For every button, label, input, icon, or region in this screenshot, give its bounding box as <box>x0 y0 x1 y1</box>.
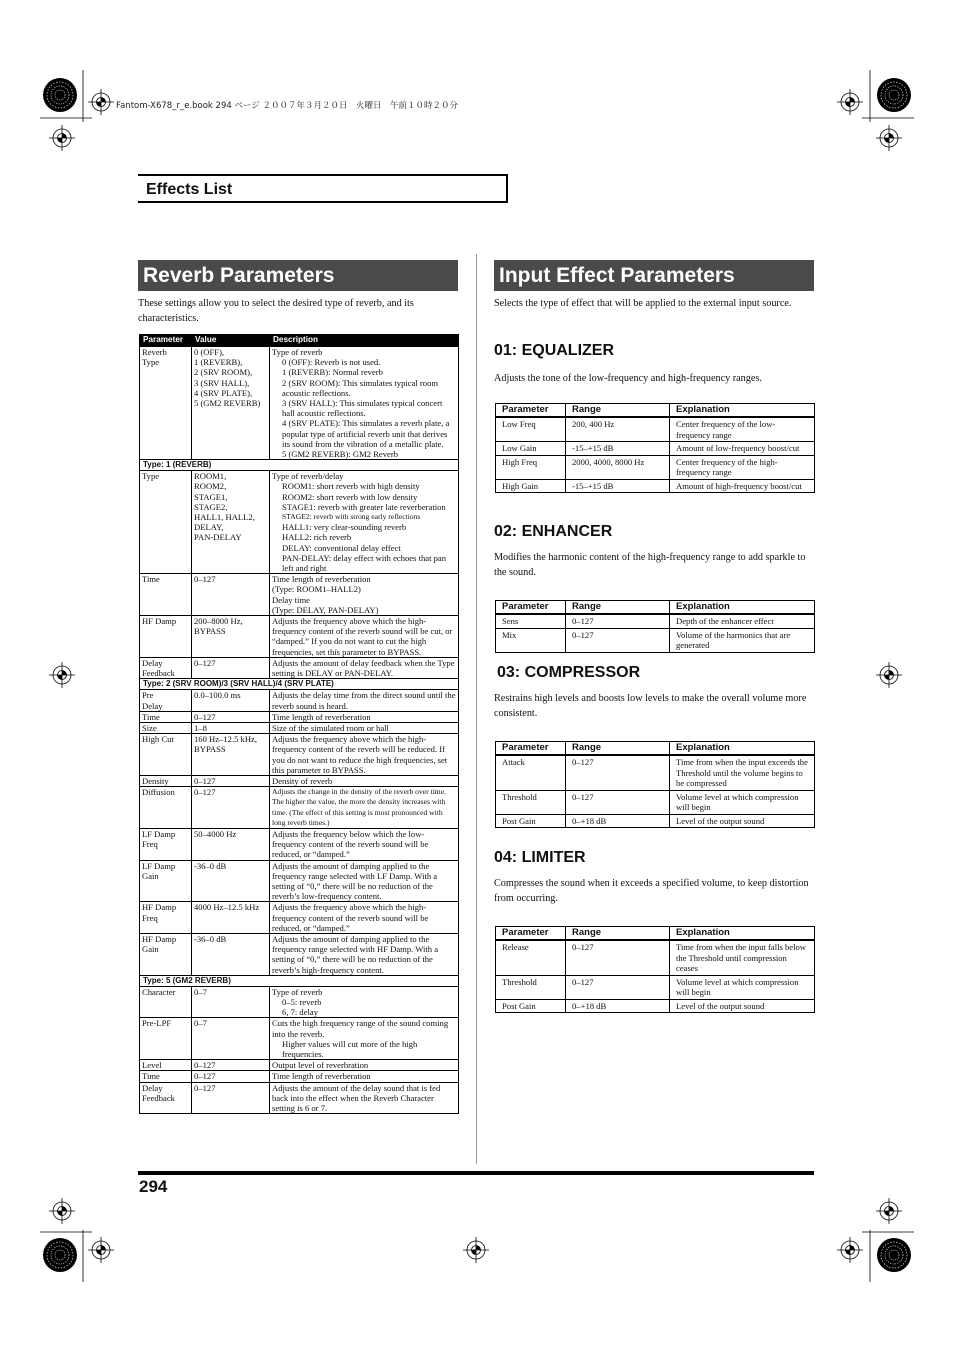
description-cell <box>270 574 459 616</box>
parameter-name: Character <box>142 986 176 997</box>
description-text: Time length of reverberation <box>272 1071 371 1082</box>
table-cell: High Gain <box>496 479 566 493</box>
parameter-name: Feedback <box>142 668 175 679</box>
reverb-intro: These settings allow you to select the desired type of reverb, and its characteristics. <box>138 298 414 324</box>
table-cell: Center frequency of the low-frequency range <box>670 417 815 442</box>
value-cell <box>192 734 270 776</box>
column-header: Description <box>270 335 459 347</box>
table-row <box>140 828 459 860</box>
reverb-title: Reverb Parameters <box>138 260 458 291</box>
parameter-name: Time <box>142 574 160 585</box>
parameter-name: Reverb <box>142 347 167 357</box>
table-cell: Volume level at which compression will begin <box>670 790 815 814</box>
group-label: Type: 2 (SRV ROOM)/3 (SRV HALL)/4 (SRV PLATE) <box>140 679 459 690</box>
table-row <box>496 975 815 999</box>
description-text: Type of reverb <box>272 986 323 997</box>
value-cell <box>192 471 270 574</box>
description-text: Time length of reverberation <box>272 574 371 585</box>
table-row <box>140 775 459 786</box>
value-text: 160 Hz–12.5 kHz, <box>194 734 258 745</box>
column-header: Range <box>566 601 670 615</box>
column-header: Parameter <box>496 927 566 941</box>
table-row <box>496 940 815 975</box>
parameter-cell <box>140 347 192 460</box>
table-cell: 200, 400 Hz <box>566 417 670 442</box>
table-row <box>496 479 815 493</box>
effect-description: Compresses the sound when it exceeds a specified volume, to keep distortion from occurring. <box>494 878 809 904</box>
value-text: 0–127 <box>194 1060 216 1071</box>
description-text: Output level of reverbration <box>272 1060 369 1071</box>
table-cell: Volume of the harmonics that are generated <box>670 628 815 652</box>
value-text: 0.0–100.0 ms <box>194 690 241 701</box>
section-label-box <box>138 174 508 203</box>
description-text: PAN-DELAY: delay effect with echoes that pan left and right <box>282 552 447 574</box>
table-row <box>496 455 815 479</box>
group-label: Type: 5 (GM2 REVERB) <box>140 975 459 986</box>
parameter-cell <box>140 574 192 616</box>
value-cell <box>192 986 270 1018</box>
table-row <box>140 471 459 574</box>
group-label: Type: 1 (REVERB) <box>140 460 459 471</box>
description-text: ROOM2: short reverb with low density <box>282 491 418 502</box>
value-cell <box>192 933 270 975</box>
parameter-cell <box>140 1018 192 1060</box>
parameter-cell <box>140 787 192 829</box>
effect-heading: 02: ENHANCER <box>494 523 613 540</box>
description-text: 0–5: reverb <box>282 996 322 1007</box>
table-row <box>140 347 459 460</box>
table-row <box>140 787 459 829</box>
description-cell <box>270 471 459 574</box>
description-cell <box>270 690 459 711</box>
table-row <box>140 1060 459 1071</box>
parameter-cell <box>140 1082 192 1114</box>
description-text: 1 (REVERB): Normal reverb <box>282 367 383 378</box>
value-text: 50–4000 Hz <box>194 828 237 839</box>
description-text: Adjusts the delay time from the direct sound until the reverb sound is heard. <box>272 690 456 711</box>
table-row <box>496 417 815 442</box>
effect-heading: 01: EQUALIZER <box>494 342 615 359</box>
effect-description: Restrains high levels and boosts low levels to make the overall volume more consistent. <box>494 693 807 719</box>
table-cell: Amount of high-frequency boost/cut <box>670 479 815 493</box>
description-text: Density of reverb <box>272 775 333 786</box>
table-cell: Attack <box>496 755 566 790</box>
table-cell: 0–127 <box>566 614 670 628</box>
value-text: DELAY, <box>194 522 224 533</box>
parameter-name: Time <box>142 1071 160 1082</box>
description-text: Adjusts the amount of delay feedback when the Type setting is DELAY or PAN-DELAY. <box>272 657 455 679</box>
description-text: ROOM1: short reverb with high density <box>282 481 420 492</box>
table-cell: Center frequency of the high-frequency range <box>670 455 815 479</box>
parameter-cell <box>140 471 192 574</box>
description-cell <box>270 787 459 829</box>
parameter-name: Type <box>142 357 160 368</box>
description-cell <box>270 616 459 658</box>
table-row <box>496 628 815 652</box>
value-text: 0 (OFF), <box>194 347 225 357</box>
value-text: 1 (REVERB), <box>194 357 243 368</box>
value-cell <box>192 711 270 722</box>
description-text: Adjusts the frequency above which the high-frequency content of the reverb will be reduced. If you do not want to reduce the high frequencies, set this parameter to BYPASS. <box>272 734 448 775</box>
table-row <box>496 614 815 628</box>
parameter-name: Time <box>142 711 160 722</box>
table-row <box>496 442 815 456</box>
value-text: 0–127 <box>194 787 216 798</box>
column-header: Range <box>566 742 670 756</box>
column-header: Explanation <box>670 927 815 941</box>
description-cell <box>270 1071 459 1082</box>
value-cell <box>192 828 270 860</box>
parameter-cell <box>140 711 192 722</box>
parameter-cell <box>140 902 192 934</box>
value-text: 0–127 <box>194 657 216 668</box>
column-header: Explanation <box>670 601 815 615</box>
effect-heading: 04: LIMITER <box>494 849 586 866</box>
value-text: -36–0 dB <box>194 860 227 871</box>
table-row <box>496 814 815 828</box>
value-text: 3 (SRV HALL), <box>194 377 250 388</box>
value-text: 4000 Hz–12.5 kHz <box>194 902 260 913</box>
description-cell <box>270 722 459 733</box>
parameter-name: HF Damp <box>142 616 177 627</box>
effect-parameter-table <box>495 926 815 1013</box>
value-text: STAGE1, <box>194 491 228 502</box>
description-text: Size of the simulated room or hall <box>272 722 389 733</box>
description-text: DELAY: conventional delay effect <box>282 542 401 553</box>
parameter-cell <box>140 1060 192 1071</box>
parameter-name: Freq <box>142 839 158 850</box>
parameter-cell <box>140 986 192 1018</box>
table-row <box>140 902 459 934</box>
footer-rule <box>138 1171 814 1175</box>
parameter-name: Pre <box>142 690 154 701</box>
table-row <box>140 711 459 722</box>
description-text: Adjusts the frequency below which the low-frequency content of the reverb sound will be reduced, or “damped.” <box>272 828 429 860</box>
parameter-name: Freq <box>142 912 158 923</box>
value-text: 5 (GM2 REVERB) <box>194 398 261 409</box>
table-row <box>140 1082 459 1114</box>
table-cell: 0–+18 dB <box>566 999 670 1013</box>
description-text: Type of reverb/delay <box>272 471 344 482</box>
value-cell <box>192 1071 270 1082</box>
parameter-cell <box>140 775 192 786</box>
description-cell <box>270 860 459 902</box>
table-cell: Threshold <box>496 975 566 999</box>
table-cell: Sens <box>496 614 566 628</box>
parameter-name: Delay <box>142 700 163 711</box>
value-text: 0–127 <box>194 1082 216 1093</box>
value-cell <box>192 1060 270 1071</box>
column-header: Range <box>566 404 670 418</box>
table-row <box>140 1071 459 1082</box>
table-cell: 0–127 <box>566 755 670 790</box>
parameter-cell <box>140 828 192 860</box>
table-cell: Volume level at which compression will begin <box>670 975 815 999</box>
section-label: Effects List <box>146 181 233 198</box>
parameter-cell <box>140 657 192 678</box>
table-row <box>140 1018 459 1060</box>
description-cell <box>270 902 459 934</box>
column-header: Parameter <box>496 742 566 756</box>
table-row <box>140 722 459 733</box>
description-cell <box>270 657 459 678</box>
parameter-name: Pre-LPF <box>142 1018 172 1029</box>
parameter-cell <box>140 616 192 658</box>
input-effect-title: Input Effect Parameters <box>494 260 814 291</box>
column-header: Explanation <box>670 742 815 756</box>
parameter-name: Type <box>142 471 160 482</box>
value-text: BYPASS <box>194 744 226 755</box>
value-text: ROOM1, <box>194 471 227 482</box>
table-cell: Post Gain <box>496 814 566 828</box>
table-row <box>496 755 815 790</box>
description-cell <box>270 933 459 975</box>
group-row <box>140 679 459 690</box>
parameter-name: Feedback <box>142 1092 175 1103</box>
table-cell: Release <box>496 940 566 975</box>
value-text: BYPASS <box>194 626 226 637</box>
parameter-name: Delay <box>142 657 163 668</box>
table-row <box>140 616 459 658</box>
parameter-cell <box>140 933 192 975</box>
description-text: 2 (SRV ROOM): This simulates typical room acoustic reflections. <box>282 377 439 398</box>
value-cell <box>192 1082 270 1114</box>
value-text: PAN-DELAY <box>194 532 242 543</box>
value-cell <box>192 902 270 934</box>
description-text: 3 (SRV HALL): This simulates typical concert hall acoustic reflections. <box>282 398 443 419</box>
table-cell: 0–127 <box>566 975 670 999</box>
parameter-cell <box>140 860 192 902</box>
parameter-name: Delay <box>142 1082 163 1093</box>
parameter-name: Density <box>142 775 169 786</box>
column-divider <box>476 254 477 1164</box>
value-cell <box>192 657 270 678</box>
table-cell: Depth of the enhancer effect <box>670 614 815 628</box>
description-text: STAGE2: reverb with strong early reflections <box>282 512 421 522</box>
parameter-cell <box>140 734 192 776</box>
description-text: HALL1: very clear-sounding reverb <box>282 522 407 533</box>
description-text: Type of reverb <box>272 347 323 357</box>
parameter-name: LF Damp <box>142 828 176 839</box>
parameter-cell <box>140 690 192 711</box>
value-text: 1–8 <box>194 722 207 733</box>
effect-parameter-table <box>495 403 815 493</box>
table-row <box>140 986 459 1018</box>
value-cell <box>192 860 270 902</box>
description-text: Adjusts the frequency above which the high-frequency content of the reverb sound will be reduced, or “damped.” <box>272 902 429 933</box>
table-row <box>496 999 815 1013</box>
table-row <box>140 690 459 711</box>
value-cell <box>192 347 270 460</box>
input-effect-intro: Selects the type of effect that will be applied to the external input source. <box>494 298 792 309</box>
description-cell <box>270 1060 459 1071</box>
effect-parameter-table <box>495 600 815 653</box>
value-text: HALL1, HALL2, <box>194 512 255 523</box>
description-text: 5 (GM2 REVERB): GM2 Reverb <box>282 449 399 460</box>
description-cell <box>270 828 459 860</box>
value-cell <box>192 722 270 733</box>
table-row <box>496 790 815 814</box>
value-cell <box>192 574 270 616</box>
table-cell: -15–+15 dB <box>566 479 670 493</box>
table-row <box>140 734 459 776</box>
description-text: HALL2: rich reverb <box>282 532 352 543</box>
description-cell <box>270 347 459 460</box>
table-cell: High Freq <box>496 455 566 479</box>
value-cell <box>192 690 270 711</box>
description-text: 6, 7: delay <box>282 1007 319 1018</box>
value-text: -36–0 dB <box>194 933 227 944</box>
description-cell <box>270 775 459 786</box>
description-text: (Type: ROOM1–HALL2) <box>272 584 361 595</box>
parameter-name: HF Damp <box>142 902 177 913</box>
description-text: 4 (SRV PLATE): This simulates a reverb plate, a popular type of artificial reverb unit that derives its sound from the vibration of a metallic plate. <box>282 418 450 449</box>
group-row <box>140 460 459 471</box>
table-cell: 0–+18 dB <box>566 814 670 828</box>
table-cell: Level of the output sound <box>670 814 815 828</box>
value-text: 200–8000 Hz, <box>194 616 243 627</box>
value-text: STAGE2, <box>194 501 228 512</box>
effect-description: Modifies the harmonic content of the high-frequency range to add sparkle to the sound. <box>494 552 806 578</box>
parameter-name: Level <box>142 1060 162 1071</box>
file-header: Fantom-X678_r_e.book 294 ページ ２００７年３月２０日 火曜日 午前１０時２０分 <box>116 101 459 111</box>
table-cell: Post Gain <box>496 999 566 1013</box>
effect-description: Adjusts the tone of the low-frequency and high-frequency ranges. <box>494 373 762 384</box>
description-cell <box>270 986 459 1018</box>
parameter-cell <box>140 1071 192 1082</box>
table-row <box>140 657 459 678</box>
description-cell <box>270 1082 459 1114</box>
parameter-name: Gain <box>142 870 159 881</box>
description-text: 0 (OFF): Reverb is not used. <box>282 357 381 368</box>
description-text: (Type: DELAY, PAN-DELAY) <box>272 604 379 615</box>
table-row <box>140 933 459 975</box>
table-cell: 0–127 <box>566 790 670 814</box>
value-text: ROOM2, <box>194 481 227 492</box>
value-cell <box>192 775 270 786</box>
table-cell: 2000, 4000, 8000 Hz <box>566 455 670 479</box>
table-cell: Level of the output sound <box>670 999 815 1013</box>
table-cell: 0–127 <box>566 940 670 975</box>
table-row <box>140 860 459 902</box>
column-header: Value <box>192 335 270 347</box>
column-header: Range <box>566 927 670 941</box>
column-header: Parameter <box>496 601 566 615</box>
description-text: Adjusts the amount of the delay sound that is fed back into the effect when the Reverb Character setting is 6 or 7. <box>272 1082 441 1114</box>
table-cell: 0–127 <box>566 628 670 652</box>
description-cell <box>270 711 459 722</box>
value-text: 0–127 <box>194 711 216 722</box>
value-cell <box>192 1018 270 1060</box>
description-cell <box>270 1018 459 1060</box>
description-text: Cuts the high frequency range of the sound coming into the reverb. <box>272 1018 449 1039</box>
parameter-name: Gain <box>142 944 159 955</box>
value-text: 4 (SRV PLATE), <box>194 387 253 398</box>
description-text: Higher values will cut more of the high frequencies. <box>282 1038 418 1059</box>
description-text: Adjusts the amount of damping applied to the frequency range selected with LF Damp. With a setting of “0,” there will be no reduction of the reverb’s low-frequency content. <box>272 860 438 902</box>
description-text: Adjusts the amount of damping applied to the frequency range selected with HF Damp. With a setting of “0,” there will be no reduction of the reverb’s high-frequency content. <box>272 933 439 975</box>
table-cell: Low Gain <box>496 442 566 456</box>
value-text: 0–7 <box>194 1018 207 1029</box>
column-header: Explanation <box>670 404 815 418</box>
parameter-name: Diffusion <box>142 787 175 798</box>
table-cell: Mix <box>496 628 566 652</box>
parameter-name: Size <box>142 722 157 733</box>
table-cell: -15–+15 dB <box>566 442 670 456</box>
parameter-cell <box>140 722 192 733</box>
description-text: Adjusts the frequency above which the high-frequency content of the reverb sound will be cut, or “damped.” If you do not want to cut the high frequencies, set this parameter to BYPASS. <box>272 616 453 657</box>
value-text: 0–127 <box>194 574 216 585</box>
table-row <box>140 574 459 616</box>
group-row <box>140 975 459 986</box>
page-number: 294 <box>139 1177 168 1196</box>
column-header: Parameter <box>140 335 192 347</box>
column-header: Parameter <box>496 404 566 418</box>
description-text: Time length of reverberation <box>272 711 371 722</box>
table-cell: Time from when the input falls below the Threshold until compression ceases <box>670 940 815 975</box>
value-text: 2 (SRV ROOM), <box>194 367 253 378</box>
table-cell: Amount of low-frequency boost/cut <box>670 442 815 456</box>
table-cell: Low Freq <box>496 417 566 442</box>
description-text: Delay time <box>272 594 310 605</box>
value-text: 0–127 <box>194 1071 216 1082</box>
parameter-name: HF Damp <box>142 933 177 944</box>
description-cell <box>270 734 459 776</box>
description-text: Adjusts the change in the density of the reverb over time. The higher the value, the more the density increases with time. (The effect of this setting is most pronounced with long reverb times.) <box>272 787 446 827</box>
table-cell: Threshold <box>496 790 566 814</box>
parameter-name: High Cut <box>142 734 174 745</box>
parameter-name: LF Damp <box>142 860 176 871</box>
effect-heading: 03: COMPRESSOR <box>497 664 641 681</box>
table-cell: Time from when the input exceeds the Threshold until the volume begins to be compressed <box>670 755 815 790</box>
description-text: STAGE1: reverb with greater late reverberation <box>282 501 446 512</box>
value-cell <box>192 787 270 829</box>
value-text: 0–127 <box>194 775 216 786</box>
value-cell <box>192 616 270 658</box>
reverb-parameter-table <box>139 334 459 1114</box>
value-text: 0–7 <box>194 986 207 997</box>
effect-parameter-table <box>495 741 815 828</box>
